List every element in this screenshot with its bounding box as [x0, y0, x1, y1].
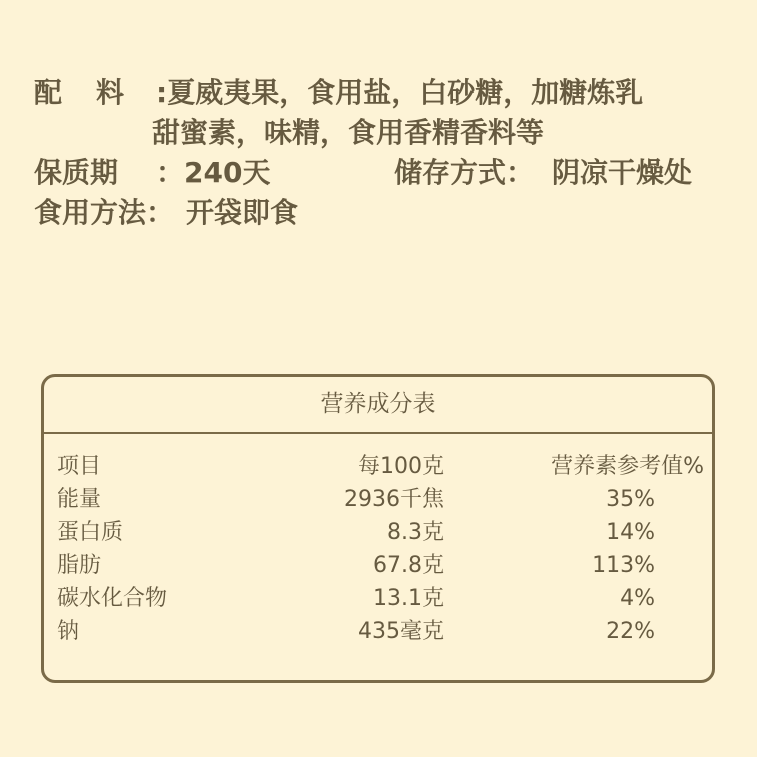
nutrient-name: 脂肪: [57, 553, 102, 578]
table-row: [44, 549, 712, 582]
header-nrv: 营养素参考值%: [551, 454, 704, 479]
nutrient-amount: 67.8克: [373, 553, 444, 578]
nutrient-nrv: 35%: [606, 487, 655, 512]
storage-value: 阴凉干燥处: [552, 156, 693, 189]
shelf-storage-row: [34, 153, 693, 193]
header-item: 项目: [57, 454, 102, 479]
nutrient-nrv: 22%: [606, 619, 655, 644]
nutrition-table: [41, 374, 715, 683]
table-row: [44, 582, 712, 615]
ingredients-label: 配料: [34, 76, 159, 109]
nutrient-name: 碳水化合物: [57, 586, 168, 611]
ingredients-value-line2: 甜蜜素，味精，食用香精香料等: [152, 116, 545, 149]
ingredients-row: [34, 73, 644, 113]
table-row: [44, 516, 712, 549]
nutrient-amount: 13.1克: [373, 586, 444, 611]
nutrient-amount: 435毫克: [358, 619, 444, 644]
nutrient-name: 能量: [57, 487, 102, 512]
shelf-life-value: ：240天: [156, 156, 271, 189]
nutrient-amount: 2936千焦: [344, 487, 444, 512]
usage-row: [34, 193, 299, 233]
nutrient-amount: 8.3克: [387, 520, 444, 545]
nutrient-name: 钠: [57, 619, 80, 644]
header-per-100g: 每100克: [358, 454, 444, 479]
nutrient-nrv: 14%: [606, 520, 655, 545]
ingredients-row-cont: [34, 113, 545, 153]
usage-label: 食用方法：: [34, 196, 175, 229]
nutrient-nrv: 4%: [620, 586, 655, 611]
table-row: [44, 483, 712, 516]
table-row: [44, 615, 712, 648]
nutrient-nrv: 113%: [592, 553, 655, 578]
product-info: [34, 73, 693, 233]
ingredients-value-line1: :夏威夷果，食用盐，白砂糖，加糖炼乳: [156, 76, 644, 109]
nutrition-header-row: [44, 450, 712, 483]
shelf-life-label: 保质期: [34, 156, 119, 189]
usage-value: 开袋即食: [186, 196, 299, 229]
storage-label: 储存方式：: [394, 156, 535, 189]
nutrition-table-title: 营养成分表: [44, 377, 712, 434]
nutrient-name: 蛋白质: [57, 520, 124, 545]
